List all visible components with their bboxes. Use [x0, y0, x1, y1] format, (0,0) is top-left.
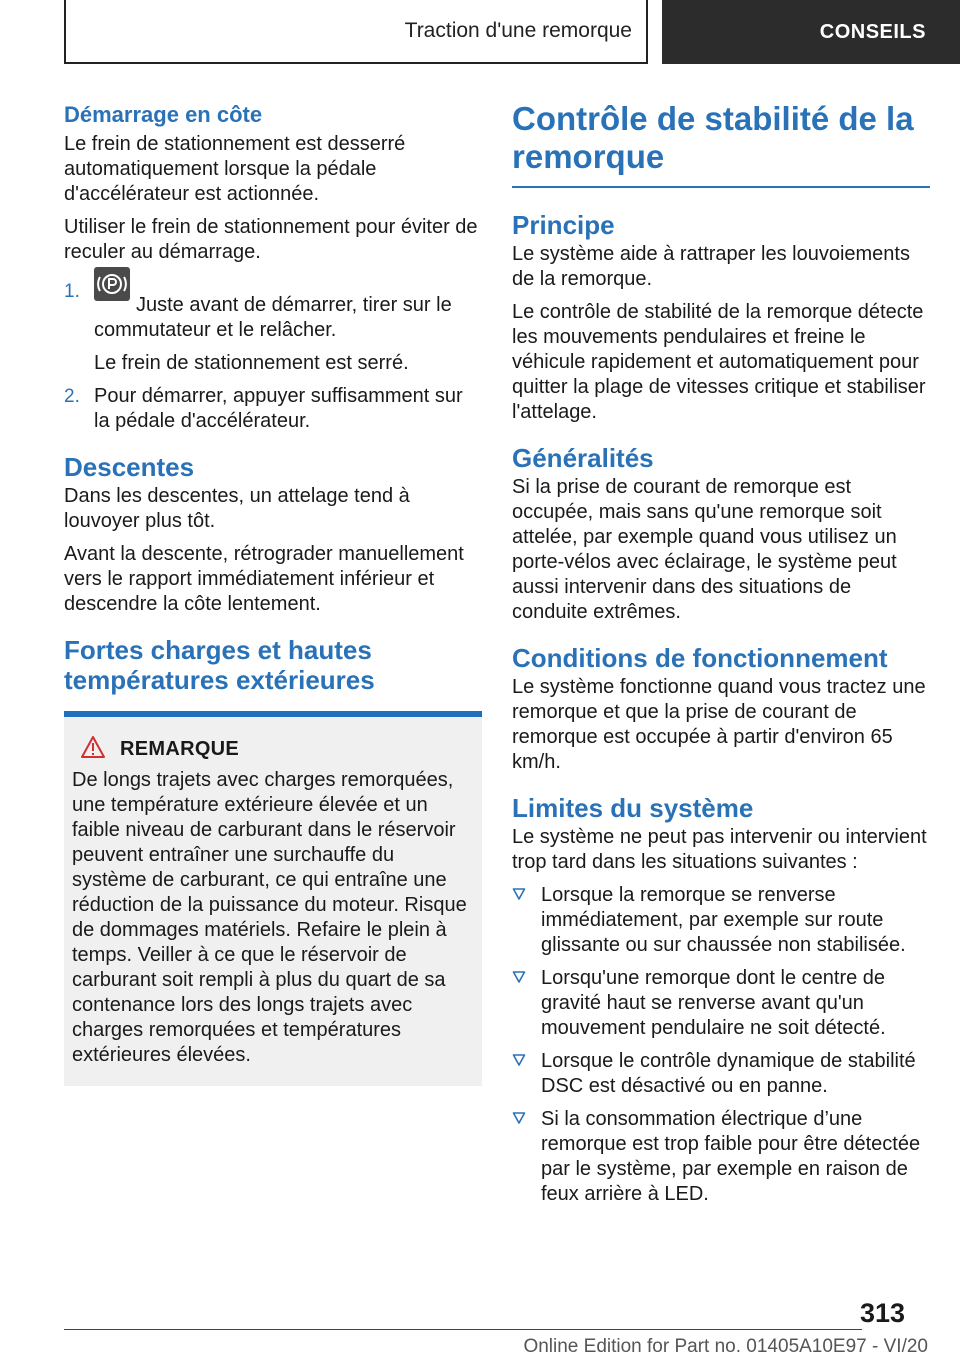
parking-brake-icon	[94, 267, 130, 301]
list-item	[512, 1107, 930, 1207]
paragraph: Le système aide à rattraper les louvoiements de la remorque.	[512, 243, 910, 290]
paragraph: Si la prise de courant de remorque est occupée, mais sans qu'une remorque soit attelée, par exemple quand vous utilisez un porte-vélos avec éclairage, le système peut aussi intervenir dans des situations de conduite extrêmes.	[512, 476, 897, 623]
triangle-bullet-icon	[512, 1111, 526, 1125]
footer-divider	[64, 1329, 862, 1330]
steps-list	[64, 279, 482, 434]
step-number: 2.	[64, 386, 80, 407]
heading-descents: Descentes	[64, 452, 195, 482]
warning-triangle-icon	[80, 735, 114, 764]
paragraph: Le système ne peut pas intervenir ou intervient trop tard dans les situations suivantes :	[512, 826, 927, 873]
heading-limits: Limites du système	[512, 793, 754, 823]
paragraph: Dans les descentes, un attelage tend à louvoyer plus tôt.	[64, 485, 410, 532]
list-item	[64, 384, 482, 434]
title-divider	[512, 186, 930, 188]
heading-general: Généralités	[512, 443, 654, 473]
warning-box	[64, 711, 482, 1086]
paragraph: Le contrôle de stabilité de la remorque détecte les mouvements pendulaires et freine le véhicule rapidement et automatiquement pour quitter la plage de vitesses critique et stabiliser l'attelage.	[512, 301, 926, 423]
heading-principle: Principe	[512, 210, 615, 240]
triangle-bullet-icon	[512, 887, 526, 901]
heading-hill-start: Démarrage en côte	[64, 102, 263, 127]
list-item	[512, 966, 930, 1041]
triangle-bullet-icon	[512, 970, 526, 984]
section-conditions	[512, 643, 930, 775]
list-item	[512, 1049, 930, 1099]
left-column	[64, 100, 482, 1086]
heading-heavy-loads: Fortes charges et hautes températures extérieures	[64, 635, 375, 695]
section-descents	[64, 452, 482, 617]
step-number: 1.	[64, 281, 80, 302]
heading-conditions: Conditions de fonctionnement	[512, 643, 888, 673]
section-heavy-loads	[64, 635, 482, 695]
warning-header	[72, 735, 472, 764]
limits-list	[512, 883, 930, 1207]
warning-label: REMARQUE	[120, 738, 240, 760]
list-item	[64, 279, 482, 376]
step-text-wrapper	[94, 279, 482, 343]
edition-info: Online Edition for Part no. 01405A10E97 - VI/20	[523, 1336, 928, 1357]
chapter-title: Traction d'une remorque	[64, 0, 648, 64]
paragraph: Avant la descente, rétrograder manuellement vers le rapport immédiatement inférieur et descendre la côte lentement.	[64, 543, 464, 615]
section-general	[512, 443, 930, 625]
section-tab: CONSEILS	[662, 0, 960, 64]
paragraph: Utiliser le frein de stationnement pour éviter de reculer au démarrage.	[64, 216, 478, 263]
paragraph: Le frein de stationnement est desserré automatiquement lorsque la pédale d'accélérateur est actionnée.	[64, 133, 406, 205]
step-text: Pour démarrer, appuyer suffisamment sur la pédale d'accélérateur.	[94, 385, 463, 432]
list-item	[512, 883, 930, 958]
list-text: Lorsque la remorque se renverse immédiatement, par exemple sur route glissante ou sur chaussée non stabilisée.	[541, 884, 906, 956]
list-text: Lorsqu'une remorque dont le centre de gravité haut se renverse avant qu'un mouvement pendulaire ne soit détecté.	[541, 967, 886, 1039]
list-text: Si la consommation électrique d’une remorque est trop faible pour être détectée par le système, par exemple en raison de feux arrière à LED.	[541, 1108, 921, 1205]
paragraph: Le système fonctionne quand vous tractez une remorque et que la prise de courant de remorque est occupée à partir d'environ 65 km/h.	[512, 676, 926, 773]
step-text: Juste avant de démarrer, tirer sur le commutateur et le relâcher.	[94, 294, 452, 341]
section-limits	[512, 793, 930, 1207]
page-header	[0, 0, 960, 66]
main-title: Contrôle de stabilité de la remorque	[512, 100, 914, 175]
right-column	[512, 100, 930, 1215]
list-text: Lorsque le contrôle dynamique de stabilité DSC est désactivé ou en panne.	[541, 1050, 916, 1097]
triangle-bullet-icon	[512, 1053, 526, 1067]
warning-text: De longs trajets avec charges remorquées, une température extérieure élevée et un faible niveau de carburant dans le réservoir peuvent entraîner une surchauffe du système de carburant, ce qui entraîne une réduction de la puissance du moteur. Risque de dommages matériels. Refaire le plein à temps. Veiller à ce que le réservoir de carburant soit rempli à plus du quart de sa contenance lors des longs trajets avec charges remorquées et températures extérieures élevées.	[72, 769, 467, 1066]
step-result: Le frein de stationnement est serré.	[94, 352, 409, 374]
page-number: 313	[860, 1298, 906, 1328]
